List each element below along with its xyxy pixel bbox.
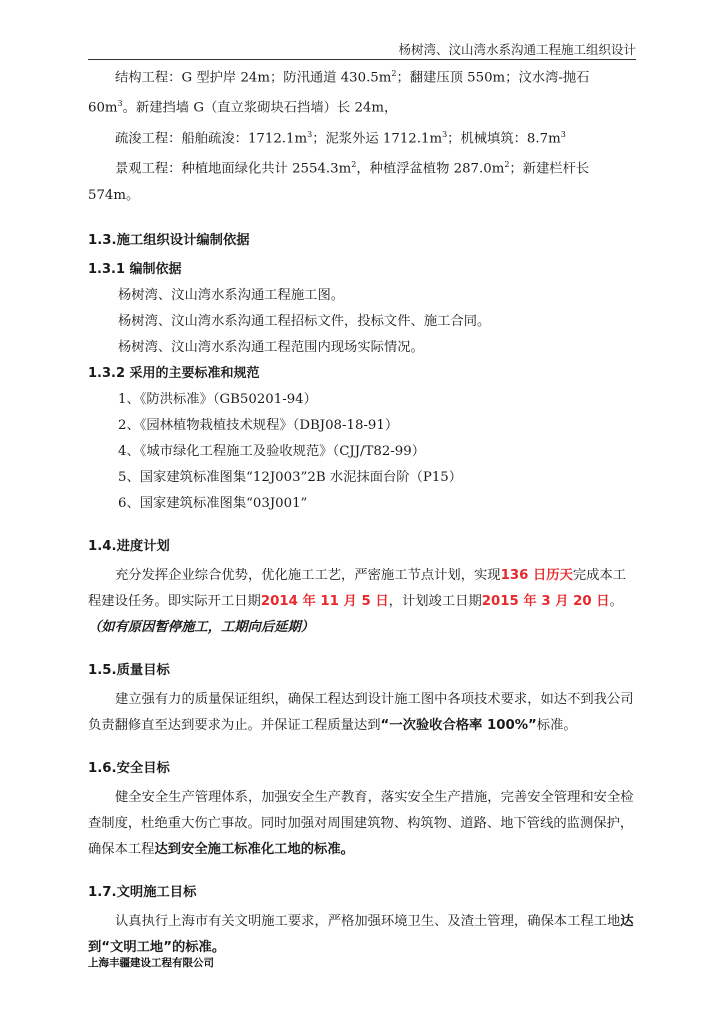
standard-item: 6、国家建筑标准图集“03J001” xyxy=(118,495,308,511)
document-body xyxy=(88,61,638,961)
schedule-paragraph: 充分发挥企业综合优势，优化施工工艺，严密施工节点计划，实现136 日历天完成本工程建设任务。即实际开工日期2014 年 11 月 5 日，计划竣工日期2015 年 3 月 20 日。（如有原因暂停施工，工期向后延期） xyxy=(88,567,627,635)
basis-item: 杨树湾、汶山湾水系沟通工程招标文件，投标文件、施工合同。 xyxy=(118,313,491,329)
section-heading-1-5: 1.5.质量目标 xyxy=(88,662,170,678)
section-heading-1-6: 1.6.安全目标 xyxy=(88,760,170,776)
quality-paragraph: 建立强有力的质量保证组织，确保工程达到设计施工图中各项技术要求，如达不到我公司负责翻修直至达到要求为止。并保证工程质量达到“一次验收合格率 100%”标准。 xyxy=(88,691,634,733)
standard-item: 1、《防洪标准》（GB50201-94） xyxy=(118,391,317,407)
header-rule xyxy=(88,59,636,60)
delay-note: （如有原因暂停施工，工期向后延期） xyxy=(88,619,315,635)
landscape-label: 景观工程： xyxy=(115,161,182,177)
basis-item: 杨树湾、汶山湾水系沟通工程范围内现场实际情况。 xyxy=(118,339,424,355)
quality-target: “一次验收合格率 100%” xyxy=(380,717,537,733)
section-heading-1-3: 1.3.施工组织设计编制依据 xyxy=(88,232,250,248)
duration-days: 136 日历天 xyxy=(500,567,573,583)
structure-paragraph: 结构工程：G 型护岸 24m；防汛通道 $430.5m^2$；翻建压顶 550m；汶水湾-抛石 $60m^3$。新建挡墙 G（直立浆砌块石挡墙）长 24m， xyxy=(88,69,590,116)
dredge-paragraph: 疏浚工程：船舶疏浚：$1712.1m^3$；泥浆外运 $1712.1m^3$；机械填筑：$8.7m^3$ xyxy=(115,129,566,147)
subsection-heading-1-3-1: 1.3.1 编制依据 xyxy=(88,261,182,277)
safety-target: 达到安全施工标准化工地的标准。 xyxy=(154,841,354,857)
page-footer: 上海丰疆建设工程有限公司 xyxy=(88,957,214,969)
landscape-paragraph: 景观工程：种植地面绿化共计 $2554.3m^2$，种植浮盆植物 $287.0m^2$；新建栏杆长 574m。 xyxy=(88,160,590,203)
civilized-target: 达到“文明工地”的标准。 xyxy=(88,913,634,955)
standard-item: 4、《城市绿化工程施工及验收规范》（CJJ/T82-99） xyxy=(118,443,426,459)
standard-item: 2、《园林植物栽植技术规程》（DBJ08-18-91） xyxy=(118,417,399,433)
structure-label: 结构工程： xyxy=(115,70,182,86)
start-date: 2014 年 11 月 5 日 xyxy=(260,593,389,609)
page-header: 杨树湾、汶山湾水系沟通工程施工组织设计 xyxy=(398,42,636,57)
end-date: 2015 年 3 月 20 日 xyxy=(481,593,610,609)
safety-paragraph: 健全安全生产管理体系，加强安全生产教育，落实安全生产措施，完善安全管理和安全检查制度，杜绝重大伤亡事故。同时加强对周围建筑物、构筑物、道路、地下管线的监测保护，确保本工程达到安全施工标准化工地的标准。 xyxy=(88,789,634,857)
basis-item: 杨树湾、汶山湾水系沟通工程施工图。 xyxy=(118,287,345,303)
dredge-label: 疏浚工程： xyxy=(115,131,182,147)
subsection-heading-1-3-2: 1.3.2 采用的主要标准和规范 xyxy=(88,365,260,381)
section-heading-1-4: 1.4.进度计划 xyxy=(88,538,170,554)
standard-item: 5、国家建筑标准图集“12J003”2B 水泥抹面台阶（P15） xyxy=(118,469,463,485)
section-heading-1-7: 1.7.文明施工目标 xyxy=(88,884,197,900)
civilized-paragraph: 认真执行上海市有关文明施工要求，严格加强环境卫生、及渣土管理，确保本工程工地达到“文明工地”的标准。 xyxy=(88,913,634,955)
